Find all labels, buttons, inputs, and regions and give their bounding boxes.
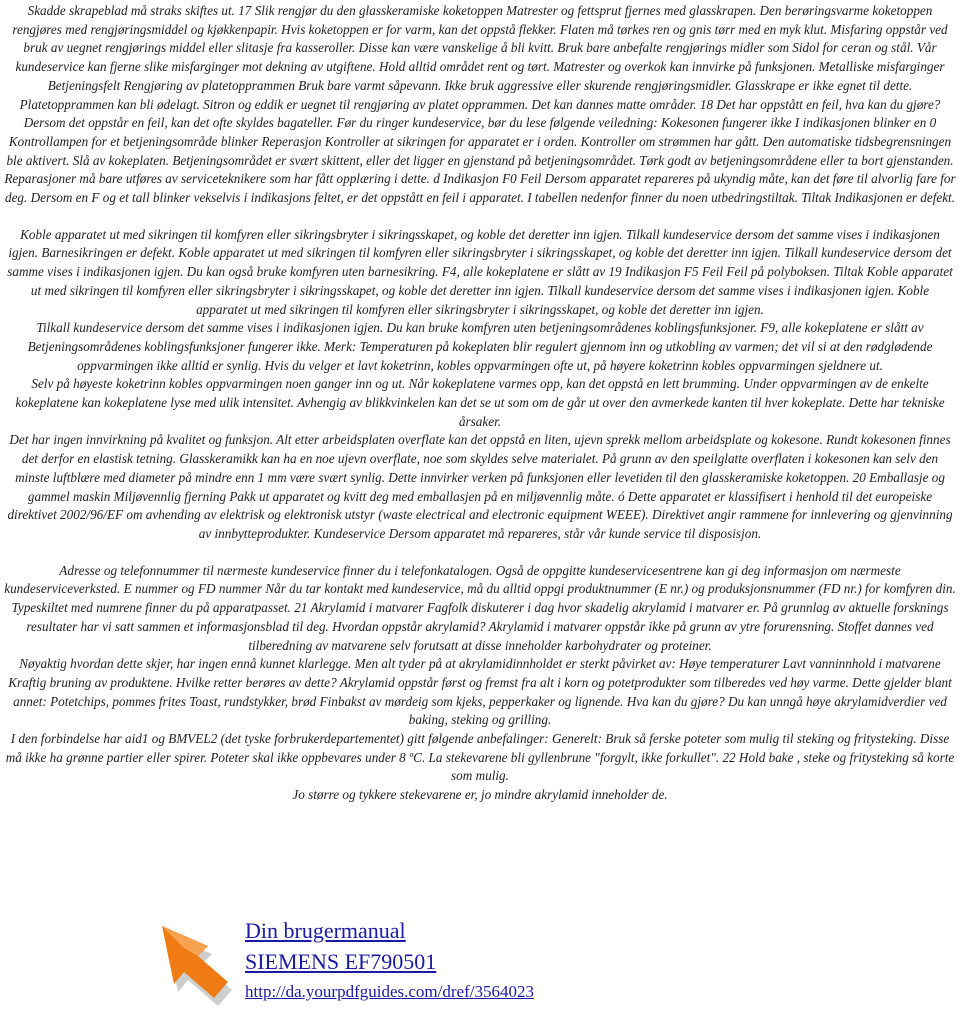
model-link[interactable]: SIEMENS EF790501 (245, 949, 437, 974)
paragraph-acrylamide-causes: Nøyaktig hvordan dette skjer, har ingen ennå kunnet klarlegge. Men alt tyder på at akrylamidinnholdet er sterkt påvirket av: Høye temperaturer Lavt vanninnhold i matvarene Kraftig bruning av produktene. Hvilke retter berøres av dette? Akrylamid oppstår først og fremst fra alt i korn og potetprodukter som tilberedes ved høy varme. Dette gjelder blant annet: Potetchips, pommes frites Toast, rundstykker, brød Finbakst av mørdeig som kjeks, pepperkaker og lignende. Hva kan du gjøre? Du kan unngå høye akrylamidverdier ved baking, steking og grilling. (8, 656, 952, 728)
paragraph-cleaning-troubleshooting: Skadde skrapeblad må straks skiftes ut. 17 Slik rengjør du den glasskeramiske koketoppen Matrester og fettsprut fjernes med glasskrapen. Den berøringsvarme koketoppen rengjøres med rengjøringsmiddel og kjøkkenpapir. Hvis koketoppen er for varm, kan det oppstå flekker. Flaten må tørkes ren og gnis tørr med en myk klut. Misfaring oppstår ved bruk av uegnet rengjørings middel eller slitasje fra kasseroller. Disse kan være vanskelige å bli kvitt. Bruk bare anbefalte rengjørings midler som Sidol for ceran og stål. Vår kundeservice kan fjerne slike misfarginger mot dekning av utgiftene. Hold alltid området rent og tørt. Matrester og overkok kan innvirke på funksjonen. Metalliske misfarginger Betjeningsfelt Rengjøring av platetopprammen Bruk bare varmt såpevann. Ikke bruk aggressive eller skurende rengjøringsmidler. Glasskrape er ikke egnet til dette. Platetopprammen kan bli ødelagt. Sitron og eddik er uegnet til rengjøring av platet opprammen. Det kan dannes matte områder. 18 Det har oppstått en feil, hva kan du gjøre? Dersom det oppstår en feil, kan det ofte skyldes bagateller. Før du ringer kundeservice, bør du lese følgende veiledning: Kokesonen fungerer ikke I indikasjonen blinker en 0 Kontrollampen for et betjeningsområde blinker Reperasjon Kontroller at sikringen for apparatet er i orden. Kontroller om strømmen har gått. Den automatiske tidsbegrensningen ble aktivert. Slå av kokeplaten. Betjeningsområdet er svært skittent, eller det ligger en gjenstand på betjeningsområdet. Tørk godt av betjeningsområdene eller ta bort gjenstanden. Reparasjoner må bare utføres av serviceteknikere som har fått opplæring i dette. d Indikasjon F0 Feil Dersom apparatet repareres på ukyndig måte, kan det føre til alvorlig fare for deg. Dersom en F og et tall blinker vekselvis i indikasjons feltet, er det oppstått en feil i apparatet. I tabellen nedenfor finner du noen utbedringstiltak. Tiltak Indikasjonen er defekt. (4, 3, 956, 206)
paragraph-fuse-instructions: Koble apparatet ut med sikringen til komfyren eller sikringsbryter i sikringsskapet, og koble det deretter inn igjen. Tilkall kundeservice dersom det samme vises i indikasjonen igjen. Barnesikringen er defekt. Koble apparatet ut med sikringen til komfyren eller sikringsbryter i sikringsskapet, og koble det deretter inn igjen. Tilkall kundeservice dersom det samme vises i indikasjonen igjen. Du kan også bruke komfyren uten barnesikring. F4, alle kokeplatene er slått av 19 Indikasjon F5 Feil Feil på polyboksen. Tiltak Koble apparatet ut med sikringen til komfyren eller sikringsbryter i sikringsskapet, og koble det deretter inn igjen. Tilkall kundeservice dersom det samme vises i indikasjonen igjen. Koble apparatet ut med sikringen til komfyren eller sikringsbryter i sikringsskapet, og koble det deretter inn igjen. (7, 226, 953, 317)
paragraph-closing: Jo større og tykkere stekevarene er, jo mindre akrylamid inneholder de. (292, 787, 668, 803)
paragraph-gap (4, 208, 956, 226)
manual-title-link[interactable]: Din brugermanual (245, 918, 406, 943)
paragraph-customer-service: Adresse og telefonnummer til nærmeste kundeservice finner du i telefonkatalogen. Også de oppgitte kundeservicesentrene kan gi deg informasjon om nærmeste kundeserviceverksted. E nummer og FD nummer Når du tar kontakt med kundeservice, må du alltid oppgi produktnummer (E nr.) og produksjonsnummer (FD nr.) for komfyren din. Typeskiltet med numrene finner du på apparatpasset. 21 Akrylamid i matvarer Fagfolk diskuterer i dag hvor skadelig akrylamid i matvarer er. På grunnlag av aktuelle forsknings resultater har vi satt sammen et informasjonsblad til deg. Hvordan oppstår akrylamid? Akrylamid i matvarer oppstår ikke på grunn av ytre forurensning. Stoffet dannes ved tilberedning av matvarene selv forutsatt at disse inneholder karbohydrater og proteiner. (4, 562, 956, 653)
manual-url-link[interactable]: http://da.yourpdfguides.com/dref/3564023 (245, 982, 534, 1001)
paragraph-recommendations: I den forbindelse har aid1 og BMVEL2 (det tyske forbrukerdepartementet) gitt følgende anbefalinger: Generelt: Bruk så ferske poteter som mulig til steking og fritysteking. Disse må ikke ha grønne partier eller spirer. Poteter skal ikke oppbevares under 8 ºC. La stekevarene bli gyllenbrune "forgylt, ikke forkullet". 22 Hold bake , steke og fritysteking så korte som mulig. (5, 731, 955, 784)
arrow-icon (158, 918, 240, 1008)
paragraph-gap (4, 544, 956, 562)
footer-links (245, 916, 534, 1004)
paragraph-heating-note: Tilkall kundeservice dersom det samme vises i indikasjonen igjen. Du kan bruke komfyren uten betjeningsområdenes koblingsfunksjoner. F9, alle kokeplatene er slått av Betjeningsområdenes koblingsfunksjoner fungerer ikke. Merk: Temperaturen på kokeplaten blir regulert gjennom inn og utkobling av varmen; det vil si at den rødglødende oppvarmingen ikke alltid er synlig. Hvis du velger et lavt koketrinn, kobles oppvarmingen ofte ut, på høyere koketrinn kobles oppvarmingen sjeldnere ut. (27, 320, 933, 373)
paragraph-humming-note: Selv på høyeste koketrinn kobles oppvarmingen noen ganger inn og ut. Når kokeplatene varmes opp, kan det oppstå en lett brumming. Under oppvarmingen av de enkelte kokeplatene kan kokeplatene lyse med ulik intensitet. Avhengig av blikkvinkelen kan det se ut som om de går ut over den avmerkede kanten til hver kokeplate. Dette har tekniske årsaker. (15, 376, 945, 429)
manual-footer (158, 916, 918, 1016)
paragraph-glass-ceramic: Det har ingen innvirkning på kvalitet og funksjon. Alt etter arbeidsplaten overflate kan det oppstå en liten, ujevn sprekk mellom arbeidsplate og kokesone. Rundt kokesonen finnes det derfor en elastisk tetning. Glasskeramikk kan ha en noe ujevn overflate, noe som skyldes selve materialet. På grunn av den speilglatte overflaten i kokesonen kan selv den minste luftblære med diameter på mindre enn 1 mm være svært synlig. Dette innvirker verken på funksjonen eller levetiden til den glasskeramiske koketoppen. 20 Emballasje og gammel maskin Miljøvennlig fjerning Pakk ut apparatet og kvitt deg med emballasjen på en miljøvennlig måte. ó Dette apparatet er klassifisert i henhold til det europeiske direktivet 2002/96/EF om avhending av elektrisk og elektronisk utstyr (waste electrical and electronic equipment WEEE). Direktivet angir rammene for innlevering og gjenvinning av innbytteprodukter. Kundeservice Dersom apparatet må repareres, står vår kunde service til disposisjon. (7, 432, 953, 541)
